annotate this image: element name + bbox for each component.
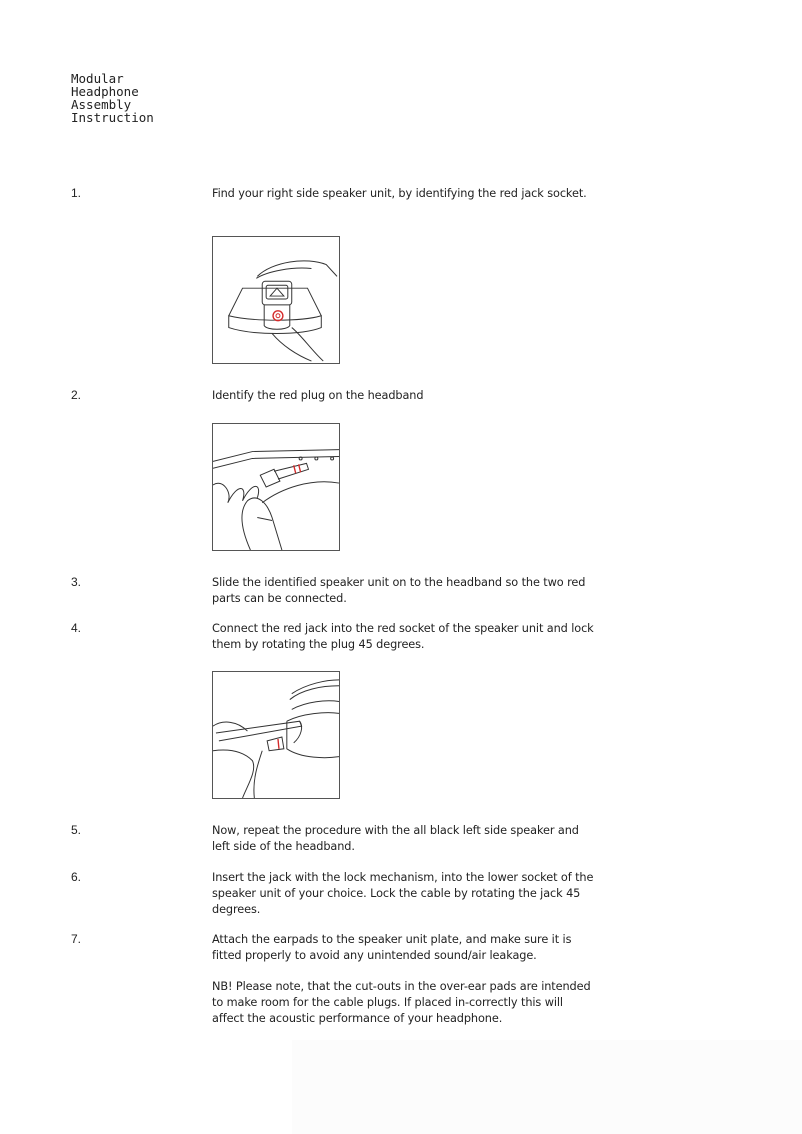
step-note: NB! Please note, that the cut-outs in the over-ear pads are intended to make room for the cable plugs. If placed in-correctly this will affect the acoustic performance of your headphone. xyxy=(212,980,591,1025)
step-text: Identify the red plug on the headband xyxy=(212,389,424,402)
figure-speaker-unit-red-socket xyxy=(212,236,340,364)
step-number: 4. xyxy=(71,621,82,635)
step-number: 2. xyxy=(71,388,82,402)
title-line: Modular xyxy=(71,71,124,86)
step-text: Attach the earpads to the speaker unit plate, and make sure it is fitted properly to avoid any unintended sound/air leakage. xyxy=(212,933,572,962)
figure-headband-red-plug xyxy=(212,423,340,551)
step-text: Insert the jack with the lock mechanism, into the lower socket of the speaker unit of your choice. Lock the cable by rotating the jack 45 degrees. xyxy=(212,871,594,916)
step-text: Find your right side speaker unit, by identifying the red jack socket. xyxy=(212,187,587,200)
title-line: Assembly xyxy=(71,97,132,112)
step-text: Now, repeat the procedure with the all black left side speaker and left side of the headband. xyxy=(212,824,579,853)
step-number: 5. xyxy=(71,823,82,837)
step-number: 6. xyxy=(71,870,82,884)
step-text: Connect the red jack into the red socket of the speaker unit and lock them by rotating the plug 45 degrees. xyxy=(212,622,594,651)
title-line: Instruction xyxy=(71,110,154,125)
document-title xyxy=(71,72,154,124)
step-number: 7. xyxy=(71,932,82,946)
step-number: 1. xyxy=(71,186,82,200)
step-text: Slide the identified speaker unit on to the headband so the two red parts can be connected. xyxy=(212,576,586,605)
figure-jack-into-socket xyxy=(212,671,340,799)
title-line: Headphone xyxy=(71,84,139,99)
page-shading xyxy=(292,1040,802,1134)
step-number: 3. xyxy=(71,575,82,589)
